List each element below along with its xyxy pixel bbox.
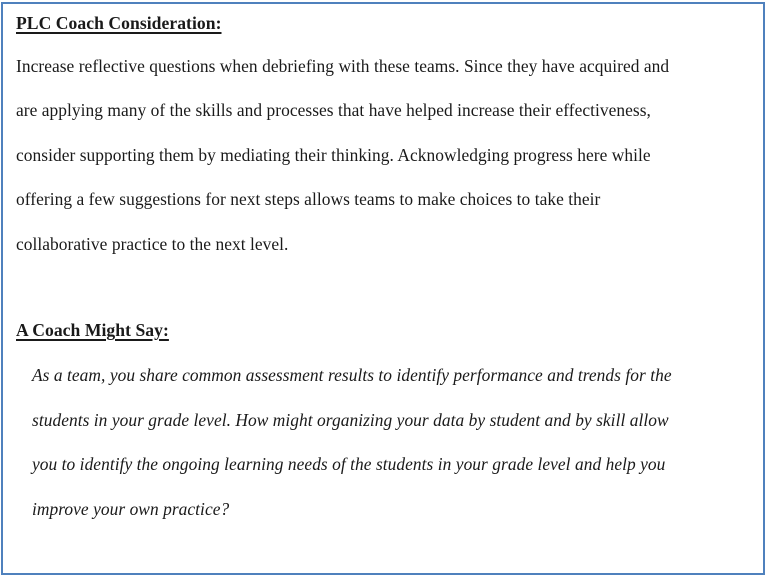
paragraph-line: Increase reflective questions when debriefing with these teams. Since they have acquired and — [16, 56, 670, 76]
paragraph-line: consider supporting them by mediating their thinking. Acknowledging progress here while — [16, 145, 651, 165]
section-heading-plc-coach-consideration: PLC Coach Consideration: — [16, 13, 222, 33]
paragraph-line: are applying many of the skills and processes that have helped increase their effectiveness, — [16, 100, 651, 120]
quote-line: you to identify the ongoing learning needs of the students in your grade level and help you — [32, 454, 666, 474]
paragraph-line: collaborative practice to the next level. — [16, 234, 289, 254]
text-box-frame — [1, 2, 765, 575]
section-heading-a-coach-might-say: A Coach Might Say: — [16, 320, 169, 340]
quote-line: improve your own practice? — [32, 499, 230, 519]
quote-line: As a team, you share common assessment results to identify performance and trends for the — [32, 365, 672, 385]
quote-line: students in your grade level. How might organizing your data by student and by skill allow — [32, 410, 669, 430]
paragraph-line: offering a few suggestions for next steps allows teams to make choices to take their — [16, 189, 601, 209]
